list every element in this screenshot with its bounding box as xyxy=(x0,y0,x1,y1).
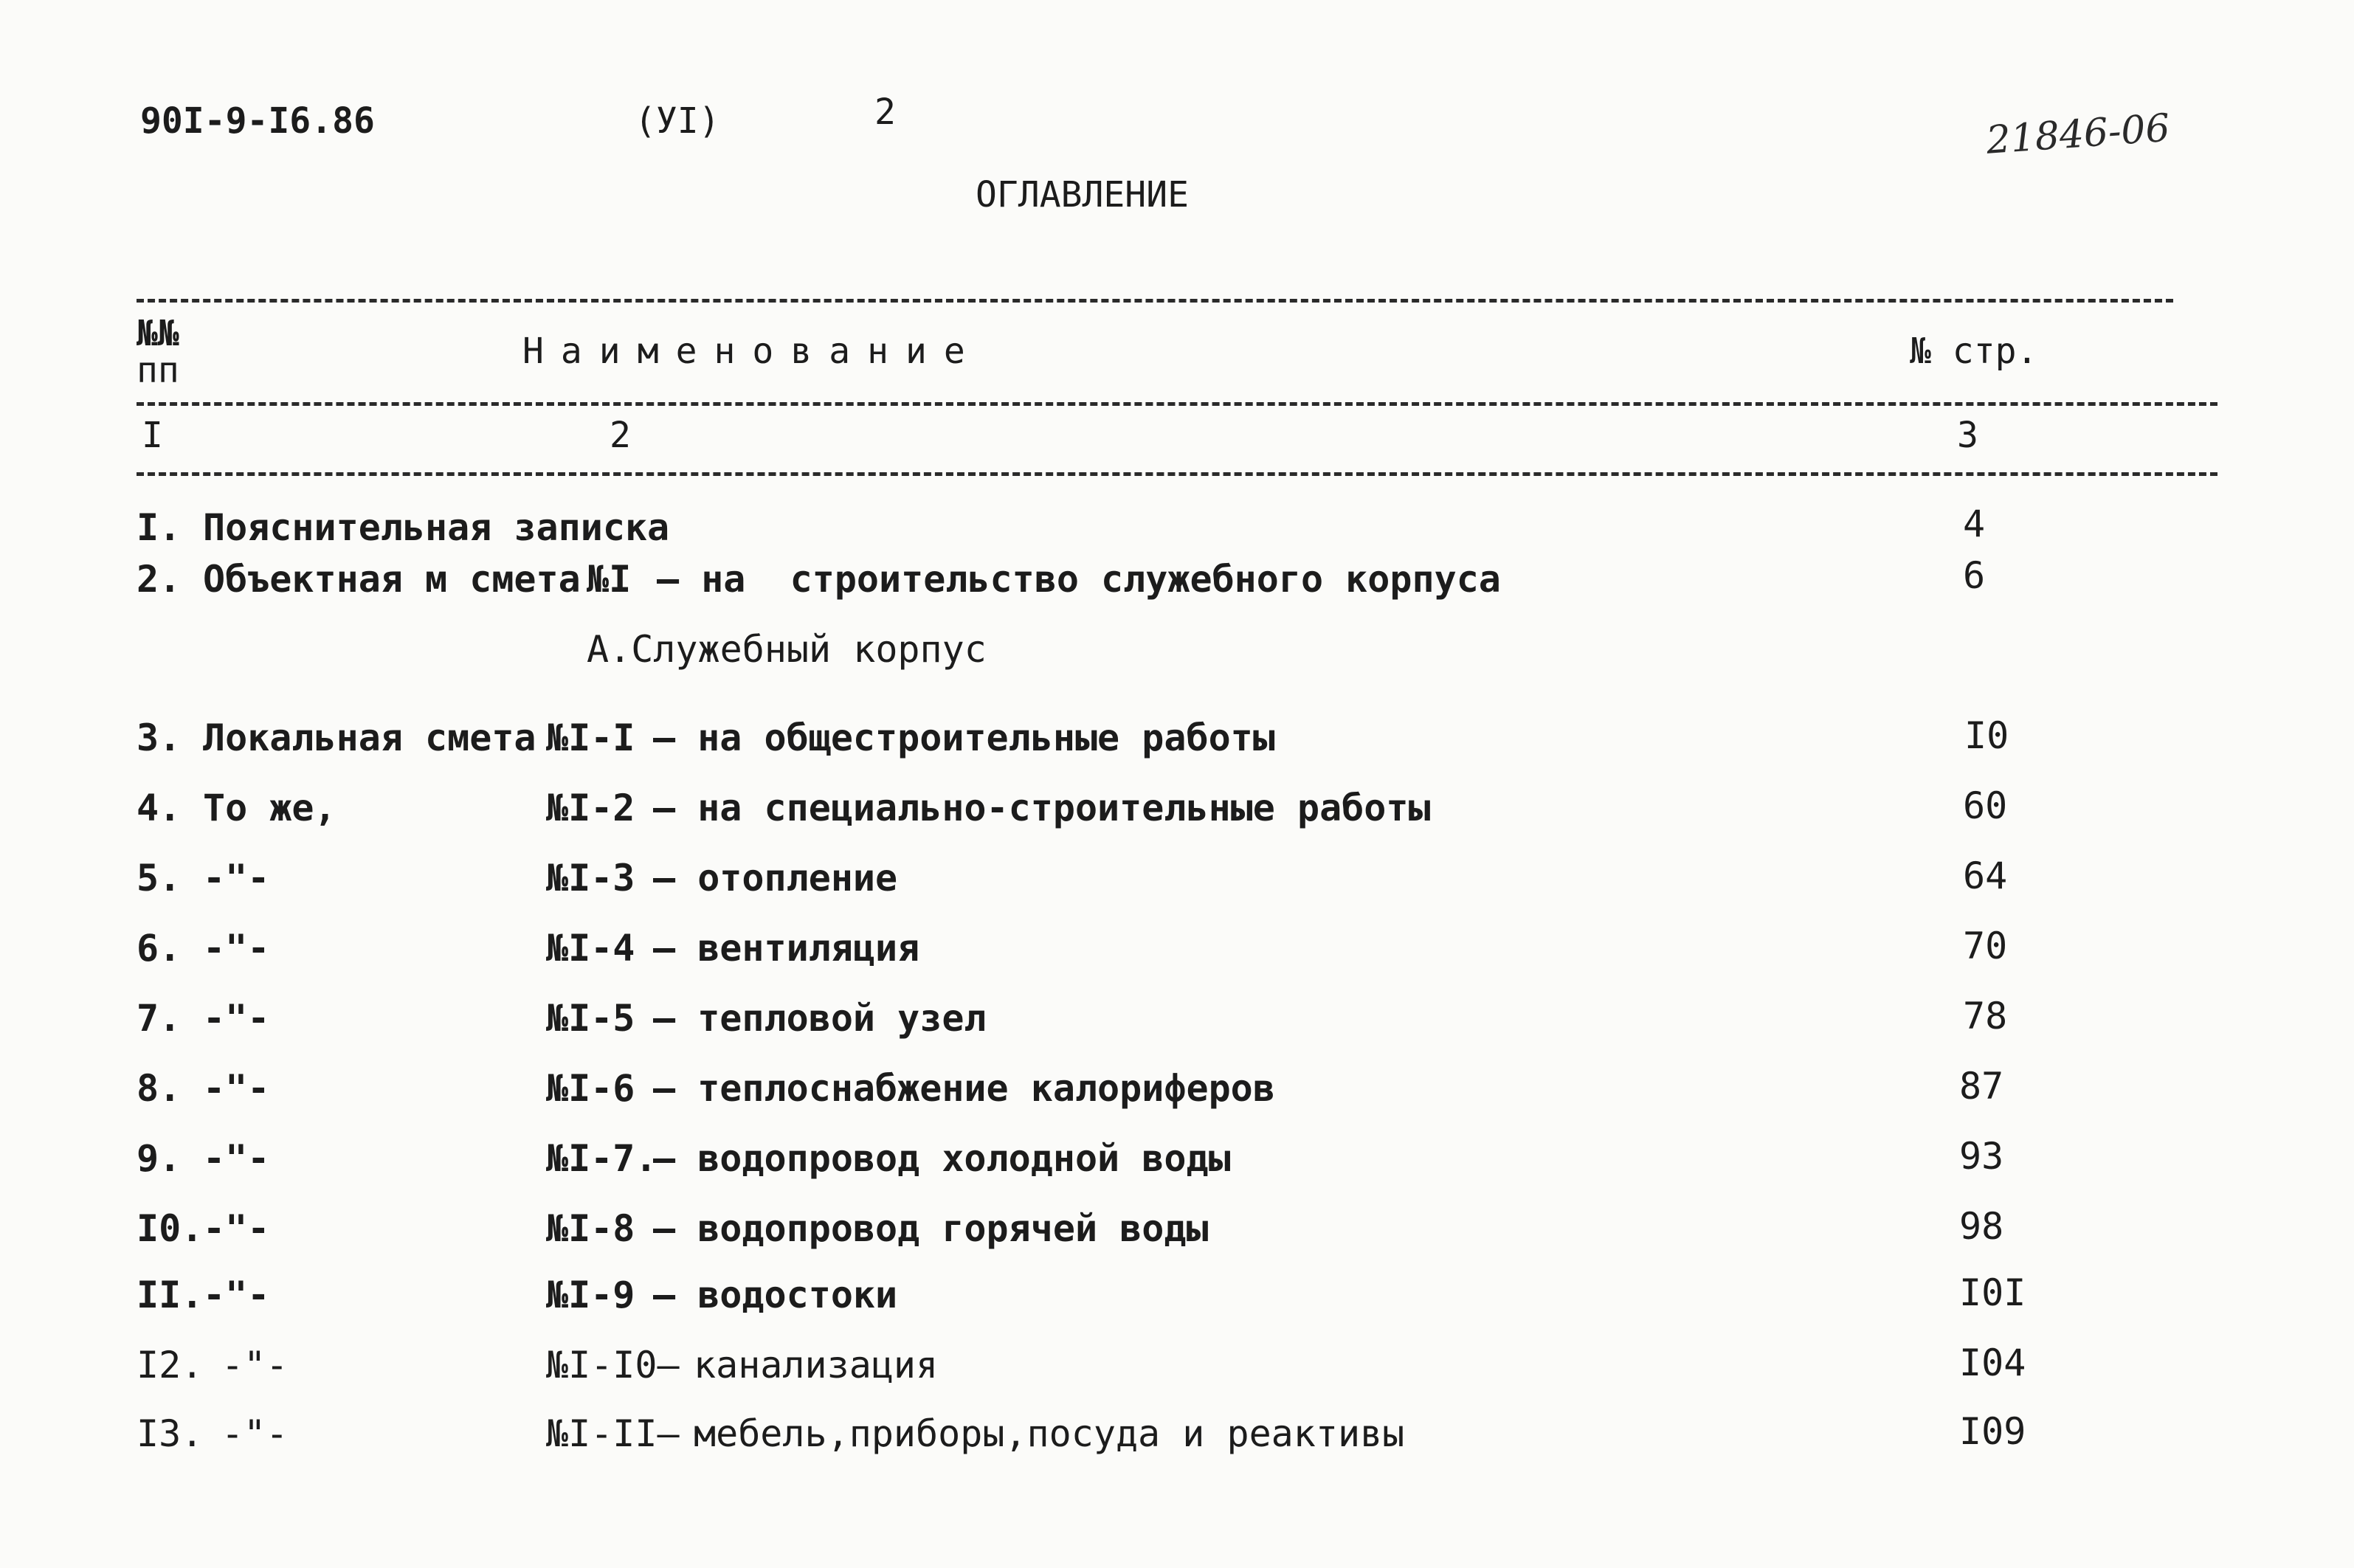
row-page: I04 xyxy=(1959,1341,2026,1384)
row-title: -"- xyxy=(203,1207,270,1250)
row-number: 3. xyxy=(137,716,182,759)
row-description: – отопление xyxy=(653,857,898,899)
page-number: 2 xyxy=(874,91,896,133)
row-page: 87 xyxy=(1959,1065,2004,1108)
row-code: №I-7. xyxy=(546,1137,657,1180)
row-description: – тепловой узел xyxy=(653,997,987,1040)
row-title: Локальная смета xyxy=(203,716,536,759)
row-code: №I-II– xyxy=(546,1412,680,1455)
row-description: – водопровод холодной воды xyxy=(653,1137,1231,1180)
document-code: 90I-9-I6.86 xyxy=(140,100,375,142)
row-title: Объектная м смета xyxy=(203,558,581,601)
row-page: 6 xyxy=(1963,554,1986,597)
column-number-3: 3 xyxy=(1957,415,1978,456)
column-header-number: №№ xyxy=(137,313,179,354)
row-code: №I-6 xyxy=(546,1067,635,1110)
row-title: -"- xyxy=(203,857,270,899)
column-number-1: I xyxy=(142,415,163,456)
table-numbers-rule xyxy=(137,472,2217,476)
row-title: -"- xyxy=(221,1344,289,1386)
row-number: II. xyxy=(137,1274,204,1316)
row-description: – на строительство служебного корпуса xyxy=(657,558,1501,601)
row-code: №I-5 xyxy=(546,997,635,1040)
row-number: I. xyxy=(137,506,182,549)
section-heading: А.Служебный корпус xyxy=(587,628,987,671)
row-title: -"- xyxy=(203,1137,270,1180)
row-number: I2. xyxy=(137,1344,204,1386)
row-number: 8. xyxy=(137,1067,182,1110)
column-header-number-pp: пп xyxy=(137,350,179,391)
row-number: 6. xyxy=(137,927,182,970)
row-code: №I-4 xyxy=(546,927,635,970)
row-description: – вентиляция xyxy=(653,927,920,970)
handwritten-stamp-number: 21846-06 xyxy=(1984,106,2172,163)
row-description: – водостоки xyxy=(653,1274,898,1316)
row-title: -"- xyxy=(203,927,270,970)
row-description: – на специально-строительные работы xyxy=(653,787,1431,829)
row-number: 2. xyxy=(137,558,182,601)
column-number-2: 2 xyxy=(610,415,631,456)
row-number: I3. xyxy=(137,1412,204,1455)
row-number: 4. xyxy=(137,787,182,829)
row-code: №I xyxy=(587,558,632,601)
row-number: 9. xyxy=(137,1137,182,1180)
row-description: канализация xyxy=(694,1344,939,1386)
row-code: №I-I0– xyxy=(546,1344,680,1386)
row-title: -"- xyxy=(203,1067,270,1110)
row-number: 5. xyxy=(137,857,182,899)
column-header-name: Наименование xyxy=(522,331,982,372)
row-page: 64 xyxy=(1963,854,2008,897)
row-code: №I-I xyxy=(546,716,635,759)
row-code: №I-2 xyxy=(546,787,635,829)
row-number: 7. xyxy=(137,997,182,1040)
row-title: -"- xyxy=(203,1274,270,1316)
row-number: I0. xyxy=(137,1207,204,1250)
row-code: №I-9 xyxy=(546,1274,635,1316)
row-page: I0I xyxy=(1959,1271,2026,1314)
row-title: -"- xyxy=(221,1412,289,1455)
row-title: -"- xyxy=(203,997,270,1040)
album-label: (УI) xyxy=(635,100,720,142)
row-page: I0 xyxy=(1964,714,2009,757)
row-description: – водопровод горячей воды xyxy=(653,1207,1209,1250)
column-header-page: № стр. xyxy=(1910,331,2038,372)
row-page: 60 xyxy=(1963,784,2008,827)
page-title: ОГЛАВЛЕНИЕ xyxy=(976,174,1189,215)
table-top-rule xyxy=(137,299,2173,303)
row-title: То же, xyxy=(203,787,336,829)
row-page: 70 xyxy=(1963,925,2008,967)
row-description: мебель,приборы,посуда и реактивы xyxy=(694,1412,1405,1455)
row-page: 4 xyxy=(1963,502,1986,545)
row-description: – теплоснабжение калориферов xyxy=(653,1067,1275,1110)
row-page: 98 xyxy=(1959,1205,2004,1248)
row-page: I09 xyxy=(1959,1410,2026,1453)
row-page: 93 xyxy=(1959,1135,2004,1178)
row-description: – на общестроительные работы xyxy=(653,716,1275,759)
row-code: №I-8 xyxy=(546,1207,635,1250)
row-code: №I-3 xyxy=(546,857,635,899)
table-header-rule xyxy=(137,402,2217,406)
row-title: Пояснительная записка xyxy=(203,506,670,549)
row-page: 78 xyxy=(1963,995,2008,1037)
